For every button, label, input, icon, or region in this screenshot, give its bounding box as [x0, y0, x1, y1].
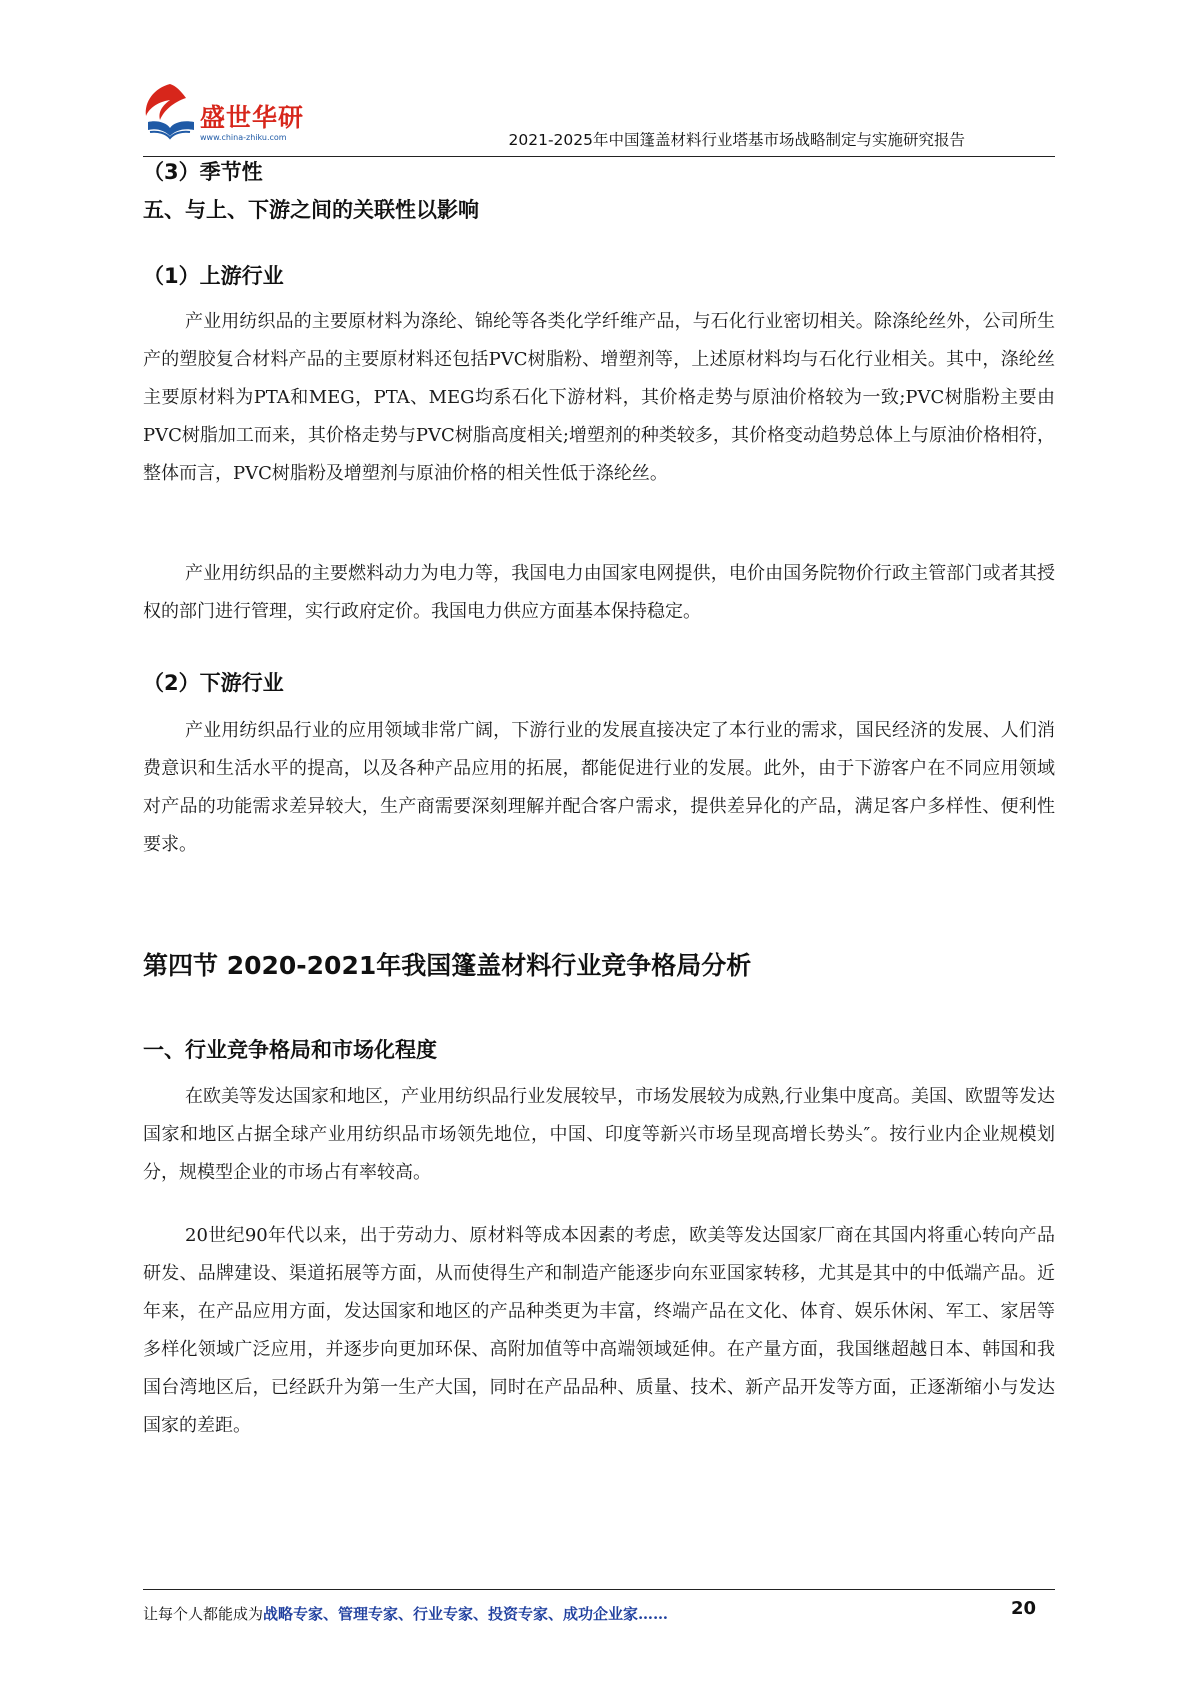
slogan-roles: 战略专家、管理专家、行业专家、投资专家、成功企业家…… — [263, 1605, 669, 1623]
header-divider — [143, 156, 1055, 157]
heading-downstream: （2）下游行业 — [143, 671, 284, 695]
paragraph-upstream-materials: 产业用纺织品的主要原材料为涤纶、锦纶等各类化学纤维产品，与石化行业密切相关。除涤纶丝外，公司所生产的塑胶复合材料产品的主要原材料还包括PVC树脂粉、增塑剂等，上述原材料均与石化行业相关。其中，涤纶丝主要原材料为PTA和MEG，PTA、MEG均系石化下游材料，其价格走势与原油价格较为一致;PVC树脂粉主要由PVC树脂加工而来，其价格走势与PVC树脂高度相关;增塑剂的种类较多，其价格变动趋势总体上与原油价格相符，整体而言，PVC树脂粉及增塑剂与原油价格的相关性低于涤纶丝。 — [143, 311, 1055, 484]
report-title: 2021-2025年中国篷盖材料行业塔基市场战略制定与实施研究报告 — [508, 131, 965, 149]
logo-url: www.china-zhiku.com — [200, 133, 287, 142]
heading-section-5: 五、与上、下游之间的关联性以影响 — [143, 198, 479, 222]
paragraph-industry-shift: 20世纪90年代以来，出于劳动力、原材料等成本因素的考虑，欧美等发达国家厂商在其国内将重心转向产品研发、品牌建设、渠道拓展等方面，从而使得生产和制造产能逐步向东亚国家转移，尤其是其中的中低端产品。近年来，在产品应用方面，发达国家和地区的产品种类更为丰富，终端产品在文化、体育、娱乐休闲、军工、家居等多样化领域广泛应用，并逐步向更加环保、高附加值等中高端领域延伸。在产量方面，我国继超越日本、韩国和我国台湾地区后，已经跃升为第一生产大国，同时在产品品种、质量、技术、新产品开发等方面，正逐渐缩小与发达国家的差距。 — [143, 1225, 1055, 1436]
heading-chapter-4: 第四节 2020-2021年我国篷盖材料行业竞争格局分析 — [143, 951, 752, 980]
footer-slogan — [143, 1603, 668, 1624]
heading-seasonality: （3）季节性 — [143, 160, 263, 184]
logo-name: 盛世华研 — [200, 103, 305, 132]
slogan-prefix: 让每个人都能成为 — [143, 1605, 264, 1623]
page-number: 20 — [1010, 1598, 1036, 1619]
heading-competition: 一、行业竞争格局和市场化程度 — [143, 1038, 437, 1062]
footer-divider — [143, 1589, 1055, 1590]
heading-upstream: （1）上游行业 — [143, 264, 284, 288]
logo-emblem-icon — [140, 80, 200, 146]
paragraph-downstream: 产业用纺织品行业的应用领域非常广阔，下游行业的发展直接决定了本行业的需求，国民经济的发展、人们消费意识和生活水平的提高，以及各种产品应用的拓展，都能促进行业的发展。此外，由于下游客户在不同应用领域对产品的功能需求差异较大，生产商需要深刻理解并配合客户需求，提供差异化的产品，满足客户多样性、便利性要求。 — [143, 720, 1055, 855]
paragraph-market-concentration: 在欧美等发达国家和地区，产业用纺织品行业发展较早，市场发展较为成熟,行业集中度高。美国、欧盟等发达国家和地区占据全球产业用纺织品市场领先地位，中国、印度等新兴市场呈现高增长势头″。按行业内企业规模划分，规模型企业的市场占有率较高。 — [143, 1086, 1055, 1183]
company-logo — [140, 80, 310, 146]
paragraph-upstream-energy: 产业用纺织品的主要燃料动力为电力等，我国电力由国家电网提供，电价由国务院物价行政主管部门或者其授权的部门进行管理，实行政府定价。我国电力供应方面基本保持稳定。 — [143, 563, 1055, 622]
